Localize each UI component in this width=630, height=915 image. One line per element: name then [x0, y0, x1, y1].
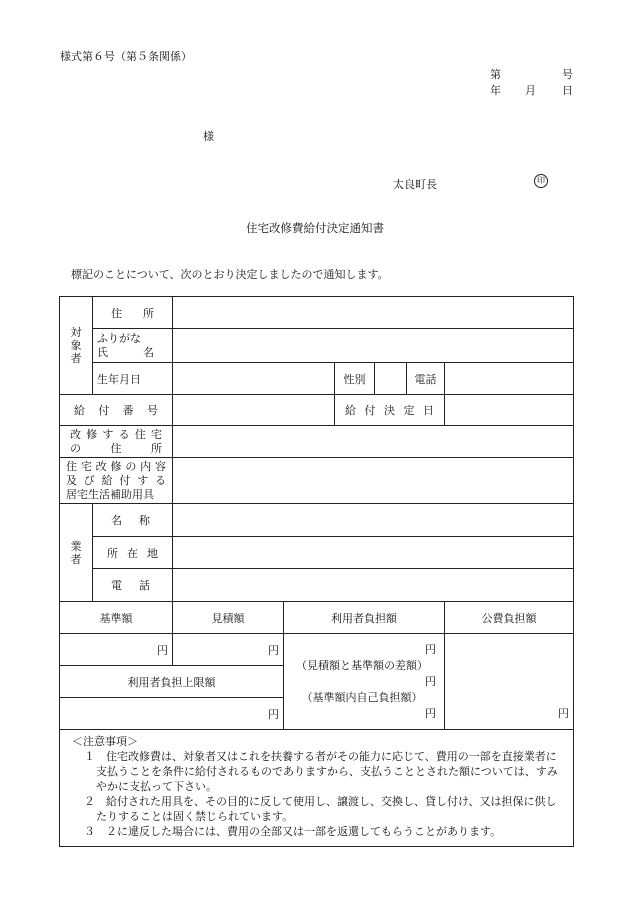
note-item-2-number: ２ — [84, 795, 95, 808]
subject-heading-char-3: 者 — [70, 352, 82, 365]
note-item-2-text: 給付された用具を、その目的に反して使用し、譲渡し、交換し、貸し付け、又は担保に供したりすることは固く禁じられています。 — [96, 795, 557, 823]
vendor-location-label-char-1: 所 — [107, 546, 118, 560]
name-label-char-1: 氏 — [97, 345, 108, 359]
sex-field[interactable] — [375, 363, 407, 395]
name-label-char-2: 名 — [143, 345, 154, 359]
content-label-line2-char-5: す — [137, 473, 149, 487]
standard-amount-header: 基準額 — [60, 602, 173, 634]
vendor-heading-char-1: 業 — [70, 539, 82, 553]
address-field[interactable] — [173, 297, 574, 329]
public-burden-field[interactable] — [445, 634, 574, 730]
phone-label: 電話 — [407, 363, 445, 395]
date-month-label: 月 — [525, 84, 536, 97]
decision-date-label-char-1: 給 — [345, 404, 356, 417]
content-label-line1-char-7: 容 — [154, 459, 166, 473]
vendor-phone-label-char-2: 話 — [139, 579, 150, 592]
vendor-phone-label-char-1: 電 — [111, 579, 122, 592]
note-item-3-text: ２に違反した場合には、費用の全部又は一部を返還してもらうことがあります。 — [106, 825, 502, 838]
subject-section-heading — [60, 297, 93, 395]
house-label-line2-char-3: 所 — [151, 441, 162, 455]
note-item-1 — [84, 749, 563, 794]
benefit-number-field[interactable] — [173, 395, 335, 426]
benefit-number-label-char-3: 番 — [122, 404, 134, 417]
notes-heading: ＜注意事項＞ — [72, 735, 138, 748]
content-label-line2-char-3: 給 — [101, 473, 113, 487]
birth-date-label: 生年月日 — [93, 363, 173, 395]
document-number-suffix: 号 — [562, 68, 573, 81]
form-number: 様式第６号（第５条関係） — [60, 50, 192, 63]
renovation-content-label — [60, 458, 173, 504]
furigana-label: ふりがな — [97, 331, 141, 345]
decision-date-label — [335, 395, 445, 426]
content-label-line2-char-1: 及 — [66, 473, 77, 487]
address-label-char-1: 住 — [111, 306, 122, 320]
decision-date-label-char-2: 付 — [364, 404, 376, 417]
renovation-content-field[interactable] — [173, 458, 574, 504]
house-label-line2-char-1: の — [70, 441, 81, 455]
standard-amount-field[interactable] — [60, 634, 173, 666]
user-burden-yen-3: 円 — [425, 706, 436, 720]
notes-section — [60, 730, 574, 847]
birth-date-field[interactable] — [173, 363, 335, 395]
self-burden-note: （基準額内自己負担額） — [301, 690, 423, 704]
decision-form-table — [59, 296, 574, 847]
benefit-number-label-char-4: 号 — [146, 404, 158, 417]
benefit-number-label — [60, 395, 173, 426]
vendor-name-label — [93, 504, 173, 537]
renovated-house-address-field[interactable] — [173, 426, 574, 458]
content-label-line2-char-4: 付 — [119, 473, 131, 487]
vendor-phone-field[interactable] — [173, 569, 574, 602]
content-label-line1-char-1: 住 — [66, 459, 77, 473]
vendor-location-label-char-3: 地 — [147, 546, 158, 560]
house-label-line1-char-5: 住 — [134, 427, 146, 441]
public-burden-header: 公費負担額 — [445, 602, 574, 634]
note-item-1-text: 住宅改修費は、対象者又はこれを扶養する者がその能力に応じて、費用の一部を直接業者に支払うことを条件に給付されるものでありますから、支払うこととされた額については、すみやかに支払って下さい。 — [96, 750, 558, 793]
name-field[interactable] — [173, 329, 574, 363]
vendor-phone-label — [93, 569, 173, 602]
vendor-heading-char-2: 者 — [70, 552, 82, 566]
name-label — [93, 329, 173, 363]
user-burden-yen-2: 円 — [425, 674, 436, 688]
user-burden-limit-label: 利用者負担上限額 — [60, 666, 284, 698]
date-day-label: 日 — [562, 84, 573, 97]
issuer-name: 太良町長 — [393, 178, 437, 191]
public-burden-yen: 円 — [558, 707, 569, 720]
house-label-line1-char-1: 改 — [70, 427, 81, 441]
user-burden-field[interactable] — [284, 634, 445, 730]
note-item-2 — [84, 794, 563, 824]
estimate-amount-field[interactable] — [173, 634, 284, 666]
house-label-line1-char-2: 修 — [86, 427, 98, 441]
vendor-location-label — [93, 537, 173, 569]
content-label-line2-char-2: び — [83, 473, 95, 487]
estimate-amount-yen: 円 — [268, 643, 279, 657]
benefit-number-label-char-1: 給 — [74, 404, 85, 417]
house-label-line2-char-2: 住 — [110, 441, 122, 455]
decision-date-label-char-4: 定 — [403, 404, 415, 417]
note-item-3-number: ３ — [84, 825, 95, 838]
user-burden-yen-1: 円 — [425, 642, 436, 656]
intro-text: 標記のことについて、次のとおり決定しましたので通知します。 — [71, 268, 389, 281]
content-label-line1-char-4: 修 — [110, 459, 122, 473]
house-label-line1-char-3: す — [102, 427, 114, 441]
phone-field[interactable] — [445, 363, 574, 395]
decision-date-label-char-5: 日 — [423, 404, 434, 417]
benefit-number-label-char-2: 付 — [98, 404, 110, 417]
addressee-honorific: 様 — [203, 130, 214, 143]
house-label-line1-char-4: る — [118, 427, 130, 441]
content-label-line2-char-6: る — [154, 473, 166, 487]
decision-date-label-char-3: 決 — [384, 404, 395, 417]
vendor-name-label-char-2: 称 — [139, 514, 150, 527]
estimate-standard-diff-note: （見積額と基準額の差額） — [296, 658, 428, 672]
sex-label: 性別 — [335, 363, 375, 395]
vendor-name-field[interactable] — [173, 504, 574, 537]
vendor-section-heading — [60, 504, 93, 602]
estimate-amount-header: 見積額 — [173, 602, 284, 634]
user-burden-header: 利用者負担額 — [284, 602, 445, 634]
address-label-char-2: 所 — [143, 306, 154, 320]
vendor-location-label-char-2: 在 — [127, 546, 138, 560]
user-burden-limit-field[interactable] — [60, 698, 284, 730]
document-number-label: 第 — [490, 68, 501, 81]
document-title: 住宅改修費給付決定通知書 — [246, 221, 384, 235]
address-label — [93, 297, 173, 329]
renovated-house-address-label — [60, 426, 173, 458]
content-label-line1-char-2: 宅 — [80, 459, 92, 473]
vendor-name-label-char-1: 名 — [111, 514, 122, 527]
subject-heading-char-1: 対 — [70, 326, 82, 339]
note-item-3 — [84, 824, 563, 839]
content-label-line1-char-5: の — [125, 459, 137, 473]
house-label-line1-char-6: 宅 — [150, 427, 162, 441]
standard-amount-yen: 円 — [157, 643, 168, 657]
date-year-label: 年 — [490, 84, 501, 97]
seal-mark: 印 — [534, 174, 548, 188]
note-item-1-number: １ — [84, 750, 95, 763]
content-label-line1-char-6: 内 — [140, 459, 152, 473]
user-burden-limit-yen: 円 — [268, 707, 279, 721]
vendor-location-field[interactable] — [173, 537, 574, 569]
decision-date-field[interactable] — [445, 395, 574, 426]
subject-heading-char-2: 象 — [70, 339, 82, 352]
content-label-line1-char-3: 改 — [95, 459, 107, 473]
content-label-line3: 居宅生活補助用具 — [66, 487, 154, 501]
